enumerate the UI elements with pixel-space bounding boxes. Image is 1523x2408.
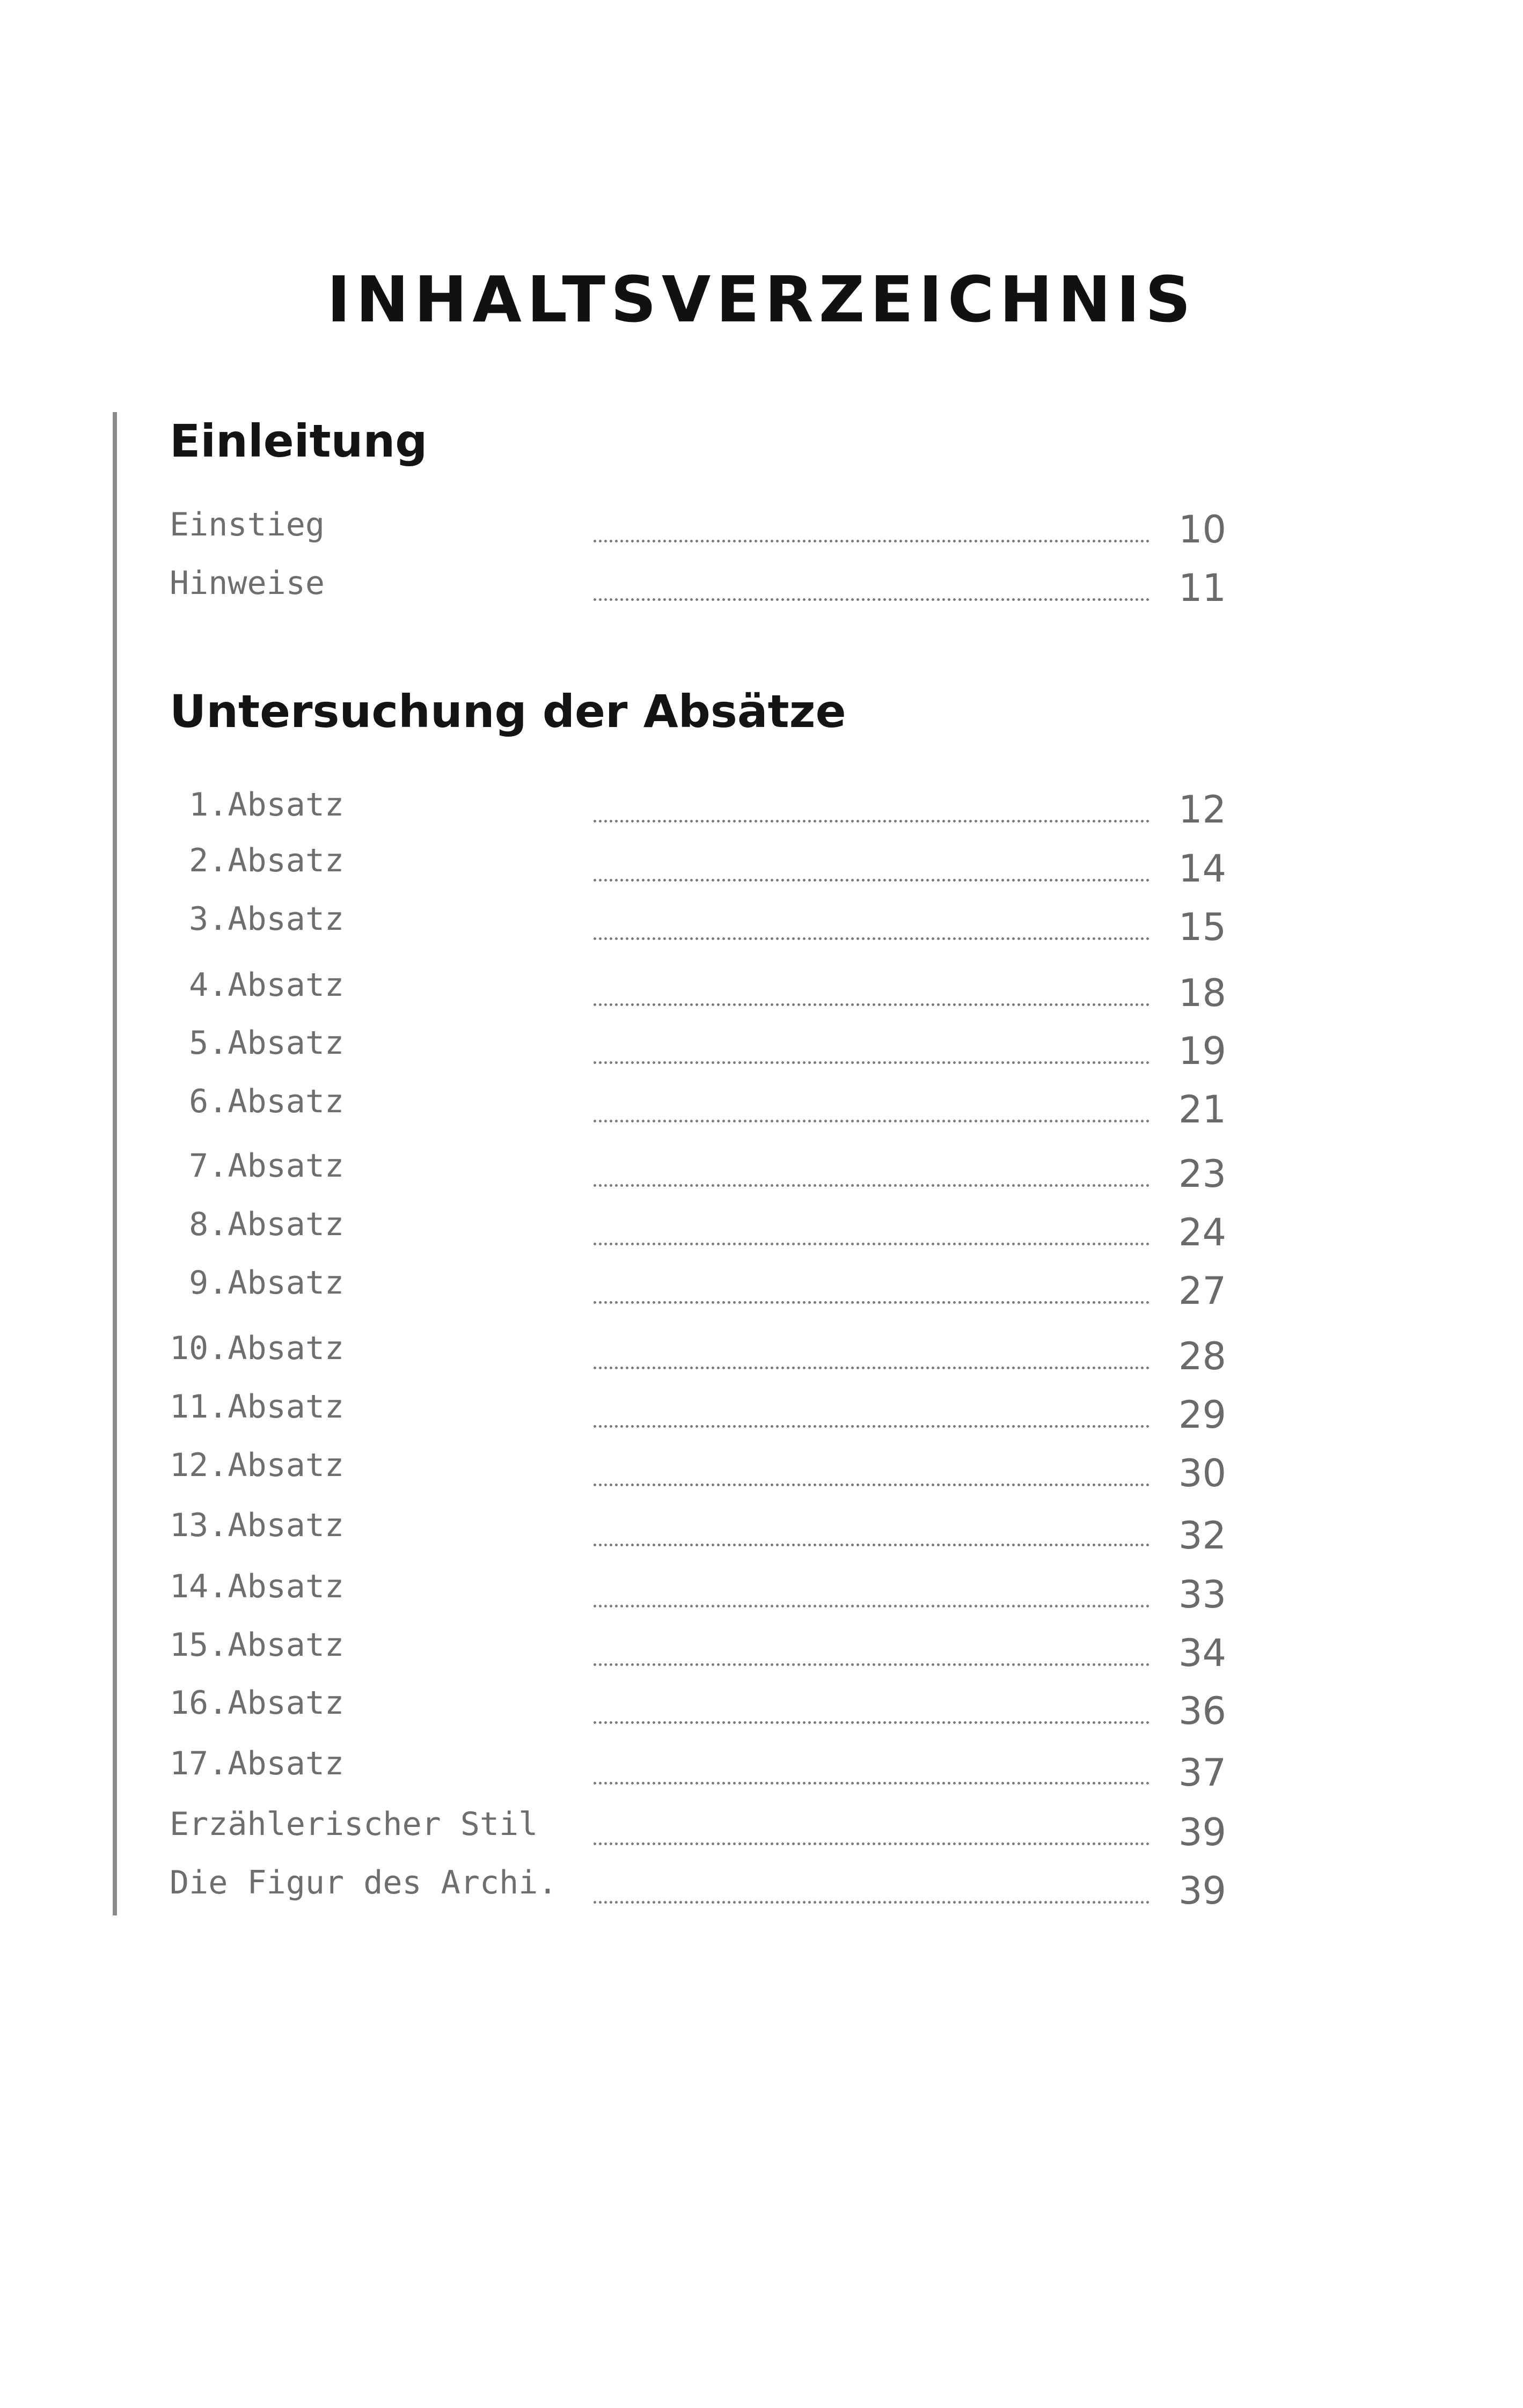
- toc-entry[interactable]: [170, 564, 1243, 626]
- toc-entry-page: 15: [1178, 905, 1227, 949]
- toc-entry[interactable]: [170, 786, 1243, 848]
- dot-leader: [594, 937, 1149, 940]
- toc-entry-label: 1.Absatz: [170, 786, 345, 824]
- toc-entry-label: 10.Absatz: [170, 1330, 345, 1367]
- toc-entry-label: 16.Absatz: [170, 1684, 345, 1722]
- dot-leader: [594, 1605, 1149, 1607]
- toc-entry-label: 11.Absatz: [170, 1388, 345, 1426]
- section-heading-einleitung: Einleitung: [170, 415, 428, 467]
- toc-entry[interactable]: [170, 1264, 1243, 1326]
- toc-entry[interactable]: [170, 842, 1243, 904]
- toc-entry[interactable]: [170, 1805, 1243, 1867]
- toc-entry[interactable]: [170, 1864, 1243, 1926]
- toc-side-bar: [113, 412, 117, 1915]
- toc-entry-page: 39: [1178, 1810, 1227, 1854]
- toc-entry-page: 39: [1178, 1869, 1227, 1913]
- dot-leader: [594, 1901, 1149, 1904]
- toc-entry-label: Hinweise: [170, 564, 325, 602]
- toc-entry-page: 21: [1178, 1088, 1227, 1132]
- toc-entry-page: 36: [1178, 1689, 1227, 1733]
- toc-entry[interactable]: [170, 1332, 1243, 1391]
- section-heading-absaetze: Untersuchung der Absätze: [170, 685, 846, 738]
- dot-leader: [594, 1061, 1149, 1064]
- toc-entry-page: 33: [1178, 1573, 1227, 1617]
- dot-leader: [594, 1301, 1149, 1304]
- toc-entry-page: 12: [1178, 788, 1227, 832]
- dot-leader: [594, 879, 1149, 882]
- dot-leader: [594, 1243, 1149, 1245]
- dot-leader: [594, 1484, 1149, 1486]
- toc-entry-page: 37: [1178, 1751, 1227, 1795]
- toc-entry[interactable]: [170, 900, 1243, 962]
- toc-entry[interactable]: [170, 1449, 1243, 1508]
- toc-entry[interactable]: [170, 1024, 1243, 1086]
- toc-entry-label: 12.Absatz: [170, 1447, 345, 1484]
- toc-entry[interactable]: [170, 1626, 1243, 1688]
- toc-entry-label: 14.Absatz: [170, 1568, 345, 1605]
- toc-entry-label: Erzählerischer Stil: [170, 1805, 538, 1843]
- dot-leader: [594, 598, 1149, 601]
- toc-entry-page: 18: [1178, 971, 1227, 1015]
- toc-entry-page: 27: [1178, 1269, 1227, 1313]
- toc-entry-label: 9.Absatz: [170, 1264, 345, 1302]
- toc-entry[interactable]: [170, 1147, 1243, 1209]
- toc-entry[interactable]: [170, 506, 1243, 568]
- dot-leader: [594, 540, 1149, 542]
- dot-leader: [594, 1367, 1149, 1369]
- toc-entry[interactable]: [170, 1085, 1243, 1144]
- toc-entry[interactable]: [170, 966, 1243, 1028]
- toc-entry-page: 11: [1178, 566, 1227, 610]
- toc-entry-label: Einstieg: [170, 506, 325, 544]
- toc-entry[interactable]: [170, 1509, 1243, 1568]
- toc-entry-page: 29: [1178, 1393, 1227, 1437]
- dot-leader: [594, 1782, 1149, 1785]
- toc-entry-label: 3.Absatz: [170, 900, 345, 938]
- dot-leader: [594, 1425, 1149, 1428]
- toc-entry[interactable]: [170, 1388, 1243, 1450]
- dot-leader: [594, 820, 1149, 823]
- page-title: INHALTSVERZEICHNIS: [327, 262, 1196, 337]
- toc-entry-label: 17.Absatz: [170, 1745, 345, 1782]
- toc-entry-page: 10: [1178, 508, 1227, 552]
- toc-entry[interactable]: [170, 1570, 1243, 1629]
- dot-leader: [594, 1544, 1149, 1546]
- dot-leader: [594, 1003, 1149, 1006]
- toc-entry-page: 28: [1178, 1334, 1227, 1378]
- toc-entry-page: 30: [1178, 1451, 1227, 1495]
- dot-leader: [594, 1842, 1149, 1845]
- toc-entry[interactable]: [170, 1745, 1243, 1807]
- toc-entry-page: 23: [1178, 1152, 1227, 1196]
- dot-leader: [594, 1184, 1149, 1187]
- dot-leader: [594, 1721, 1149, 1724]
- dot-leader: [594, 1663, 1149, 1666]
- toc-entry-page: 34: [1178, 1631, 1227, 1675]
- toc-entry[interactable]: [170, 1208, 1243, 1267]
- toc-entry-label: 13.Absatz: [170, 1507, 345, 1544]
- toc-entry-label: 7.Absatz: [170, 1147, 345, 1185]
- dot-leader: [594, 1120, 1149, 1122]
- toc-entry-page: 14: [1178, 847, 1227, 891]
- toc-entry-page: 24: [1178, 1210, 1227, 1254]
- toc-entry[interactable]: [170, 1684, 1243, 1746]
- toc-entry-label: 15.Absatz: [170, 1626, 345, 1664]
- toc-entry-label: 4.Absatz: [170, 966, 345, 1004]
- toc-entry-label: 8.Absatz: [170, 1206, 345, 1243]
- toc-entry-label: 6.Absatz: [170, 1083, 345, 1120]
- toc-entry-page: 19: [1178, 1029, 1227, 1073]
- toc-entry-label: 2.Absatz: [170, 842, 345, 879]
- toc-entry-label: 5.Absatz: [170, 1024, 345, 1062]
- toc-entry-page: 32: [1178, 1514, 1227, 1558]
- toc-entry-label: Die Figur des Archi.: [170, 1864, 558, 1902]
